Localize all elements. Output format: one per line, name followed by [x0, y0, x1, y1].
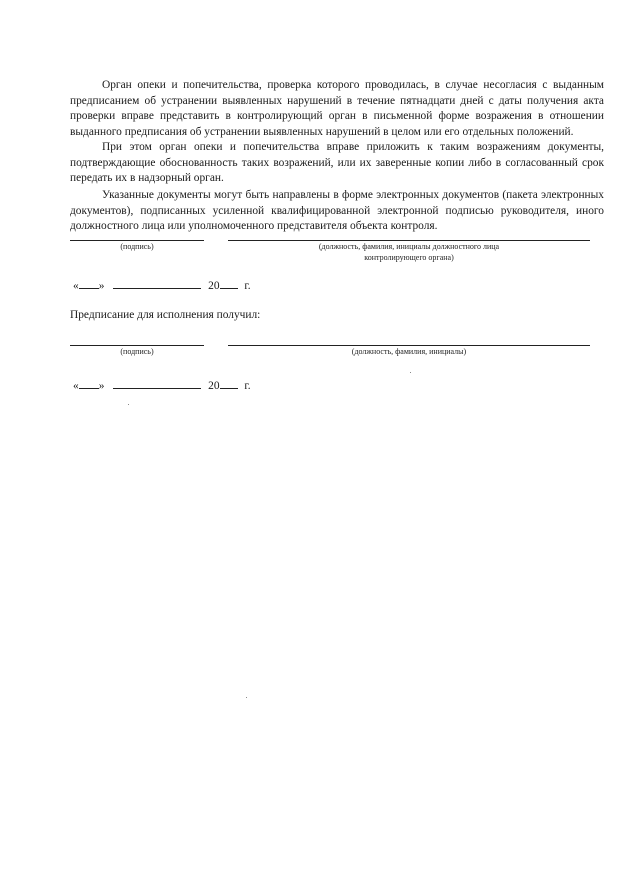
- scan-speck: [410, 372, 411, 373]
- year-blank: [220, 278, 238, 289]
- month-blank: [113, 278, 201, 289]
- position-caption-inspector-line1: (должность, фамилия, инициалы должностного лица: [318, 242, 500, 251]
- date-close-quote: »: [98, 380, 105, 392]
- position-caption-inspector-line2: контролирующего органа): [364, 253, 454, 262]
- scan-speck: [246, 697, 247, 698]
- year-prefix: 20: [208, 380, 220, 392]
- year-suffix: г.: [244, 280, 251, 292]
- date-close-quote: »: [98, 280, 105, 292]
- year-blank: [220, 378, 238, 389]
- date-open-quote: «: [73, 380, 79, 392]
- year-prefix: 20: [208, 280, 220, 292]
- received-label: Предписание для исполнения получил:: [70, 309, 261, 321]
- signature-caption-inspector: (подпись): [120, 242, 154, 251]
- day-blank: [79, 278, 99, 289]
- month-blank: [113, 378, 201, 389]
- paragraph-attach-documents: При этом орган опеки и попечительства вправе приложить к таким возражениям документы, подтверждающие обоснованность таких возражений, или их заверенные копии либо в согласованный срок передать их в надзорный орган.: [70, 141, 604, 185]
- scan-speck: [128, 404, 129, 405]
- paragraph-objection-right: Орган опеки и попечительства, проверка которого проводилась, в случае несогласия с выданным предписанием об устранении выявленных нарушений в течение пятнадцати дней с даты получения акта проверки вправе представить в контролирующий орган в письменной форме возражения в отношении выданного предписания об устранении выявленных нарушений в целом или его отдельных положений.: [70, 79, 604, 138]
- day-blank: [79, 378, 99, 389]
- date-open-quote: «: [73, 280, 79, 292]
- position-caption-recipient: (должность, фамилия, инициалы): [351, 347, 467, 356]
- year-suffix: г.: [244, 380, 251, 392]
- paragraph-electronic-form: Указанные документы могут быть направлены в форме электронных документов (пакета электронных документов), подписанных усиленной квалифицированной электронной подписью руководителя, иного должностного лица или уполномоченного представителя объекта контроля.: [70, 189, 604, 233]
- date-line-1: [73, 278, 251, 293]
- date-line-2: [73, 378, 251, 393]
- signature-caption-recipient: (подпись): [120, 347, 154, 356]
